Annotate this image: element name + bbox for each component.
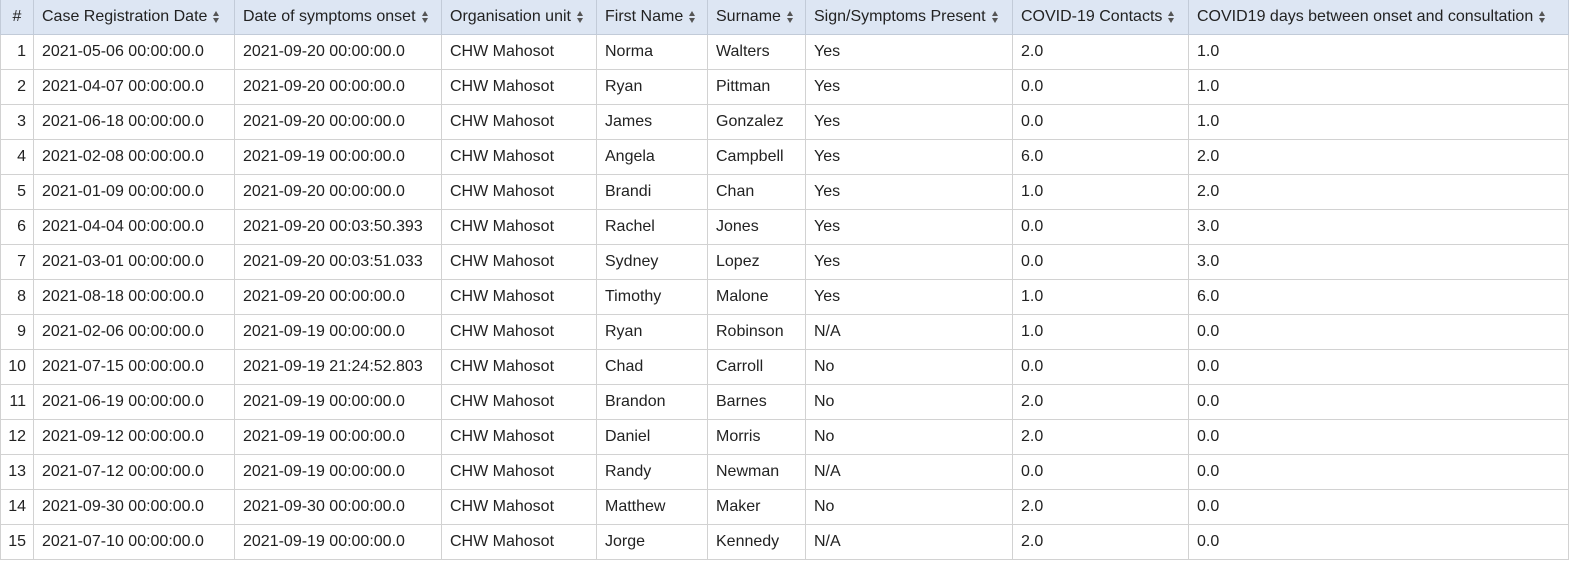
cell-case-registration-date: 2021-07-12 00:00:00.0 <box>34 455 235 490</box>
cell-surname: Lopez <box>708 245 806 280</box>
column-header-label: Sign/Symptoms Present <box>814 8 986 25</box>
cell-first-name: Chad <box>597 350 708 385</box>
column-header-label: First Name <box>605 8 684 25</box>
cell-surname: Jones <box>708 210 806 245</box>
cell-organisation-unit: CHW Mahosot <box>442 455 597 490</box>
cell-organisation-unit: CHW Mahosot <box>442 175 597 210</box>
table-row[interactable] <box>1 140 1569 175</box>
cell-covid-contacts: 2.0 <box>1013 490 1189 525</box>
cell-symptoms-present: Yes <box>806 210 1013 245</box>
cell-symptoms-present: No <box>806 490 1013 525</box>
table-row[interactable] <box>1 175 1569 210</box>
cell-symptoms-present: No <box>806 385 1013 420</box>
column-header-covid-contacts[interactable] <box>1013 0 1189 35</box>
cell-first-name: Daniel <box>597 420 708 455</box>
cell-organisation-unit: CHW Mahosot <box>442 70 597 105</box>
cell-first-name: Ryan <box>597 70 708 105</box>
cell-first-name: Ryan <box>597 315 708 350</box>
cell-symptoms-present: N/A <box>806 315 1013 350</box>
cell-case-registration-date: 2021-04-04 00:00:00.0 <box>34 210 235 245</box>
cell-surname: Kennedy <box>708 525 806 560</box>
cell-covid-contacts: 2.0 <box>1013 385 1189 420</box>
cell-case-registration-date: 2021-09-12 00:00:00.0 <box>34 420 235 455</box>
table-row[interactable] <box>1 210 1569 245</box>
column-header-label: COVID19 days between onset and consultation <box>1197 8 1534 25</box>
cell-organisation-unit: CHW Mahosot <box>442 245 597 280</box>
column-header-index <box>1 0 34 35</box>
cell-covid-contacts: 2.0 <box>1013 35 1189 70</box>
cell-symptoms-present: Yes <box>806 245 1013 280</box>
cell-symptoms-onset-date: 2021-09-19 21:24:52.803 <box>235 350 442 385</box>
cell-symptoms-onset-date: 2021-09-19 00:00:00.0 <box>235 525 442 560</box>
cell-row-index: 13 <box>1 455 34 490</box>
table-row[interactable] <box>1 70 1569 105</box>
cell-days-onset-consultation: 2.0 <box>1189 140 1569 175</box>
cell-symptoms-present: N/A <box>806 455 1013 490</box>
cell-row-index: 7 <box>1 245 34 280</box>
cell-surname: Carroll <box>708 350 806 385</box>
sort-icon[interactable] <box>422 11 429 23</box>
cell-days-onset-consultation: 1.0 <box>1189 105 1569 140</box>
sort-icon[interactable] <box>1168 11 1175 23</box>
table-row[interactable] <box>1 315 1569 350</box>
cell-surname: Gonzalez <box>708 105 806 140</box>
cell-row-index: 1 <box>1 35 34 70</box>
cell-symptoms-onset-date: 2021-09-30 00:00:00.0 <box>235 490 442 525</box>
cell-symptoms-onset-date: 2021-09-20 00:00:00.0 <box>235 175 442 210</box>
cell-surname: Maker <box>708 490 806 525</box>
cell-days-onset-consultation: 0.0 <box>1189 350 1569 385</box>
cell-symptoms-present: Yes <box>806 140 1013 175</box>
column-header-days-onset-consultation[interactable] <box>1189 0 1569 35</box>
cell-symptoms-onset-date: 2021-09-20 00:00:00.0 <box>235 35 442 70</box>
cell-organisation-unit: CHW Mahosot <box>442 105 597 140</box>
cell-days-onset-consultation: 0.0 <box>1189 455 1569 490</box>
cell-days-onset-consultation: 0.0 <box>1189 315 1569 350</box>
cell-symptoms-present: No <box>806 350 1013 385</box>
table-row[interactable] <box>1 525 1569 560</box>
table-row[interactable] <box>1 350 1569 385</box>
cell-first-name: Brandi <box>597 175 708 210</box>
cell-covid-contacts: 0.0 <box>1013 245 1189 280</box>
cell-symptoms-onset-date: 2021-09-20 00:00:00.0 <box>235 70 442 105</box>
table-body <box>1 35 1569 560</box>
cell-row-index: 10 <box>1 350 34 385</box>
sort-icon[interactable] <box>577 11 584 23</box>
cell-surname: Barnes <box>708 385 806 420</box>
cell-row-index: 12 <box>1 420 34 455</box>
cell-first-name: Randy <box>597 455 708 490</box>
cell-case-registration-date: 2021-02-06 00:00:00.0 <box>34 315 235 350</box>
cell-case-registration-date: 2021-06-18 00:00:00.0 <box>34 105 235 140</box>
cell-row-index: 3 <box>1 105 34 140</box>
cell-organisation-unit: CHW Mahosot <box>442 35 597 70</box>
cell-symptoms-onset-date: 2021-09-20 00:03:50.393 <box>235 210 442 245</box>
cell-organisation-unit: CHW Mahosot <box>442 210 597 245</box>
column-header-first-name[interactable] <box>597 0 708 35</box>
cell-days-onset-consultation: 0.0 <box>1189 525 1569 560</box>
cell-organisation-unit: CHW Mahosot <box>442 385 597 420</box>
table-row[interactable] <box>1 245 1569 280</box>
cell-organisation-unit: CHW Mahosot <box>442 280 597 315</box>
sort-icon[interactable] <box>213 11 220 23</box>
sort-icon[interactable] <box>992 11 999 23</box>
cell-case-registration-date: 2021-04-07 00:00:00.0 <box>34 70 235 105</box>
cell-covid-contacts: 2.0 <box>1013 525 1189 560</box>
cell-first-name: James <box>597 105 708 140</box>
cell-days-onset-consultation: 1.0 <box>1189 35 1569 70</box>
cell-days-onset-consultation: 6.0 <box>1189 280 1569 315</box>
cell-covid-contacts: 2.0 <box>1013 420 1189 455</box>
cell-covid-contacts: 0.0 <box>1013 210 1189 245</box>
column-header-surname[interactable] <box>708 0 806 35</box>
cell-symptoms-onset-date: 2021-09-20 00:00:00.0 <box>235 105 442 140</box>
cell-surname: Chan <box>708 175 806 210</box>
cell-row-index: 15 <box>1 525 34 560</box>
cell-surname: Newman <box>708 455 806 490</box>
cell-symptoms-onset-date: 2021-09-19 00:00:00.0 <box>235 455 442 490</box>
cell-covid-contacts: 0.0 <box>1013 70 1189 105</box>
cell-symptoms-onset-date: 2021-09-19 00:00:00.0 <box>235 140 442 175</box>
cell-surname: Campbell <box>708 140 806 175</box>
table-row[interactable] <box>1 280 1569 315</box>
cell-case-registration-date: 2021-08-18 00:00:00.0 <box>34 280 235 315</box>
cell-first-name: Angela <box>597 140 708 175</box>
cell-first-name: Rachel <box>597 210 708 245</box>
table-row[interactable] <box>1 105 1569 140</box>
table-row[interactable] <box>1 35 1569 70</box>
cell-symptoms-present: No <box>806 420 1013 455</box>
cell-symptoms-present: Yes <box>806 105 1013 140</box>
cell-first-name: Matthew <box>597 490 708 525</box>
column-header-organisation-unit[interactable] <box>442 0 597 35</box>
column-header-label: COVID-19 Contacts <box>1021 8 1163 25</box>
cell-first-name: Sydney <box>597 245 708 280</box>
column-header-label: Surname <box>716 8 781 25</box>
cell-days-onset-consultation: 3.0 <box>1189 245 1569 280</box>
cell-covid-contacts: 6.0 <box>1013 140 1189 175</box>
cell-covid-contacts: 1.0 <box>1013 280 1189 315</box>
cell-case-registration-date: 2021-03-01 00:00:00.0 <box>34 245 235 280</box>
cell-symptoms-onset-date: 2021-09-19 00:00:00.0 <box>235 385 442 420</box>
cell-row-index: 8 <box>1 280 34 315</box>
cell-case-registration-date: 2021-02-08 00:00:00.0 <box>34 140 235 175</box>
cell-row-index: 9 <box>1 315 34 350</box>
cell-first-name: Timothy <box>597 280 708 315</box>
table-row[interactable] <box>1 385 1569 420</box>
column-header-symptoms-present[interactable] <box>806 0 1013 35</box>
cell-case-registration-date: 2021-07-15 00:00:00.0 <box>34 350 235 385</box>
cell-case-registration-date: 2021-09-30 00:00:00.0 <box>34 490 235 525</box>
cell-organisation-unit: CHW Mahosot <box>442 420 597 455</box>
cell-symptoms-present: Yes <box>806 35 1013 70</box>
table-row[interactable] <box>1 490 1569 525</box>
cell-days-onset-consultation: 0.0 <box>1189 385 1569 420</box>
column-header-label: # <box>12 8 22 25</box>
table-row[interactable] <box>1 420 1569 455</box>
cell-surname: Walters <box>708 35 806 70</box>
cell-covid-contacts: 0.0 <box>1013 455 1189 490</box>
cell-symptoms-present: Yes <box>806 280 1013 315</box>
cell-surname: Malone <box>708 280 806 315</box>
cell-surname: Pittman <box>708 70 806 105</box>
cell-organisation-unit: CHW Mahosot <box>442 490 597 525</box>
cell-days-onset-consultation: 0.0 <box>1189 420 1569 455</box>
cell-covid-contacts: 1.0 <box>1013 315 1189 350</box>
cell-covid-contacts: 0.0 <box>1013 350 1189 385</box>
cell-first-name: Jorge <box>597 525 708 560</box>
cell-symptoms-onset-date: 2021-09-19 00:00:00.0 <box>235 315 442 350</box>
cell-surname: Robinson <box>708 315 806 350</box>
cell-symptoms-onset-date: 2021-09-20 00:00:00.0 <box>235 280 442 315</box>
cell-case-registration-date: 2021-06-19 00:00:00.0 <box>34 385 235 420</box>
cell-days-onset-consultation: 0.0 <box>1189 490 1569 525</box>
cell-symptoms-present: Yes <box>806 175 1013 210</box>
column-header-label: Organisation unit <box>450 8 571 25</box>
cell-case-registration-date: 2021-05-06 00:00:00.0 <box>34 35 235 70</box>
cell-row-index: 6 <box>1 210 34 245</box>
cell-row-index: 14 <box>1 490 34 525</box>
cell-covid-contacts: 1.0 <box>1013 175 1189 210</box>
cell-organisation-unit: CHW Mahosot <box>442 350 597 385</box>
cell-symptoms-onset-date: 2021-09-20 00:03:51.033 <box>235 245 442 280</box>
cell-first-name: Brandon <box>597 385 708 420</box>
cell-organisation-unit: CHW Mahosot <box>442 315 597 350</box>
cell-row-index: 2 <box>1 70 34 105</box>
sort-icon[interactable] <box>1539 11 1546 23</box>
cell-covid-contacts: 0.0 <box>1013 105 1189 140</box>
cell-case-registration-date: 2021-07-10 00:00:00.0 <box>34 525 235 560</box>
cell-row-index: 11 <box>1 385 34 420</box>
cell-row-index: 4 <box>1 140 34 175</box>
cell-days-onset-consultation: 3.0 <box>1189 210 1569 245</box>
cell-surname: Morris <box>708 420 806 455</box>
cell-row-index: 5 <box>1 175 34 210</box>
table-row[interactable] <box>1 455 1569 490</box>
column-header-label: Case Registration Date <box>42 8 208 25</box>
cell-case-registration-date: 2021-01-09 00:00:00.0 <box>34 175 235 210</box>
cell-symptoms-present: N/A <box>806 525 1013 560</box>
column-header-date-of-symptoms-onset[interactable] <box>235 0 442 35</box>
table-header-row <box>1 0 1569 35</box>
cell-symptoms-present: Yes <box>806 70 1013 105</box>
cell-days-onset-consultation: 2.0 <box>1189 175 1569 210</box>
cell-first-name: Norma <box>597 35 708 70</box>
column-header-case-registration-date[interactable] <box>34 0 235 35</box>
sort-icon[interactable] <box>787 11 794 23</box>
cell-symptoms-onset-date: 2021-09-19 00:00:00.0 <box>235 420 442 455</box>
cell-days-onset-consultation: 1.0 <box>1189 70 1569 105</box>
cell-organisation-unit: CHW Mahosot <box>442 140 597 175</box>
sort-icon[interactable] <box>689 11 696 23</box>
column-header-label: Date of symptoms onset <box>243 8 416 25</box>
cell-organisation-unit: CHW Mahosot <box>442 525 597 560</box>
